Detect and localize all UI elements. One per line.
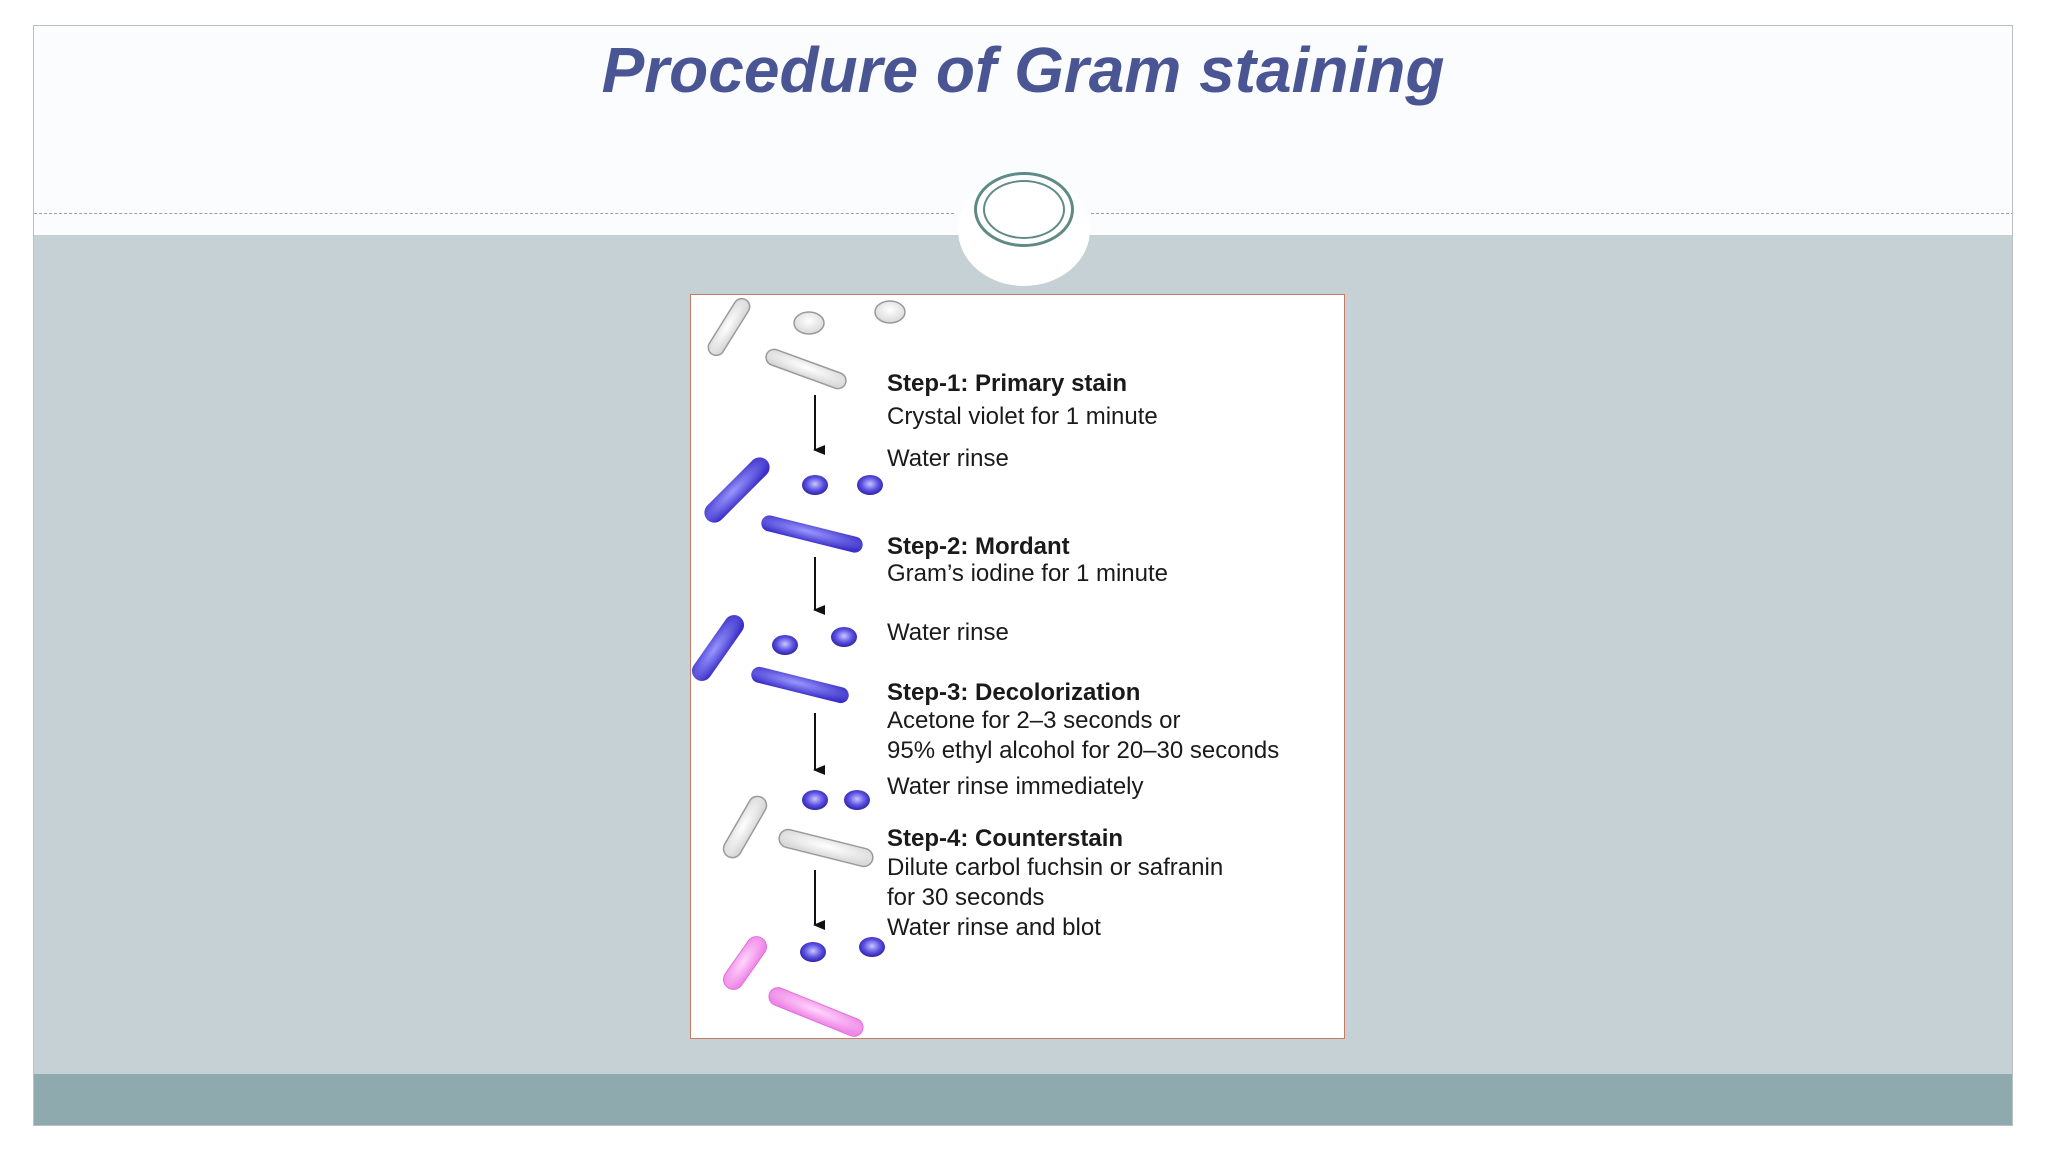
coccus-cell: [857, 475, 883, 495]
rod-cell: [777, 828, 875, 869]
rod-cell: [700, 453, 774, 527]
coccus-cell: [772, 635, 798, 655]
step-2-detail: Gram’s iodine for 1 minute: [887, 560, 1169, 587]
slide: [33, 25, 2013, 1126]
step-1-detail: Crystal violet for 1 minute: [887, 403, 1158, 430]
coccus-cell: [794, 312, 824, 334]
slide-title: Procedure of Gram staining: [601, 34, 1445, 106]
step-3-rinse: Water rinse immediately: [887, 773, 1144, 800]
coccus-cell: [800, 942, 826, 962]
divider-line-right: [1091, 213, 2013, 214]
rod-cell: [720, 793, 770, 861]
footer-band: [34, 1074, 2012, 1126]
step-1-heading: Step-1: Primary stain: [887, 370, 1128, 397]
rod-cell: [691, 611, 748, 685]
step-4-detail-2: for 30 seconds: [887, 884, 1045, 911]
step-1-rinse: Water rinse: [887, 445, 1009, 472]
rod-cell: [766, 985, 865, 1039]
coccus-cell: [859, 937, 885, 957]
coccus-cell: [844, 790, 870, 810]
rod-cell: [705, 296, 752, 359]
coccus-cell: [831, 627, 857, 647]
rod-cell: [750, 665, 851, 705]
coccus-cell: [875, 301, 905, 323]
rod-cell: [720, 933, 771, 994]
oval-medallion-icon: [974, 172, 1074, 247]
divider-line-left: [34, 213, 954, 214]
step-3-heading: Step-3: Decolorization: [887, 679, 1141, 706]
step-3-detail-1: Acetone for 2–3 seconds or: [887, 707, 1181, 734]
step-4-detail-1: Dilute carbol fuchsin or safranin: [887, 854, 1224, 881]
step-4-heading: Step-4: Counterstain: [887, 825, 1124, 852]
coccus-cell: [802, 475, 828, 495]
oval-medallion-inner-ring: [983, 180, 1065, 239]
step-4-rinse: Water rinse and blot: [887, 914, 1101, 941]
step-3-detail-2: 95% ethyl alcohol for 20–30 seconds: [887, 737, 1280, 764]
coccus-cell: [802, 790, 828, 810]
rod-cell: [760, 514, 865, 555]
gram-stain-figure: [690, 294, 1345, 1039]
step-2-heading: Step-2: Mordant: [887, 533, 1070, 560]
step-2-rinse: Water rinse: [887, 619, 1009, 646]
rod-cell: [764, 347, 848, 391]
